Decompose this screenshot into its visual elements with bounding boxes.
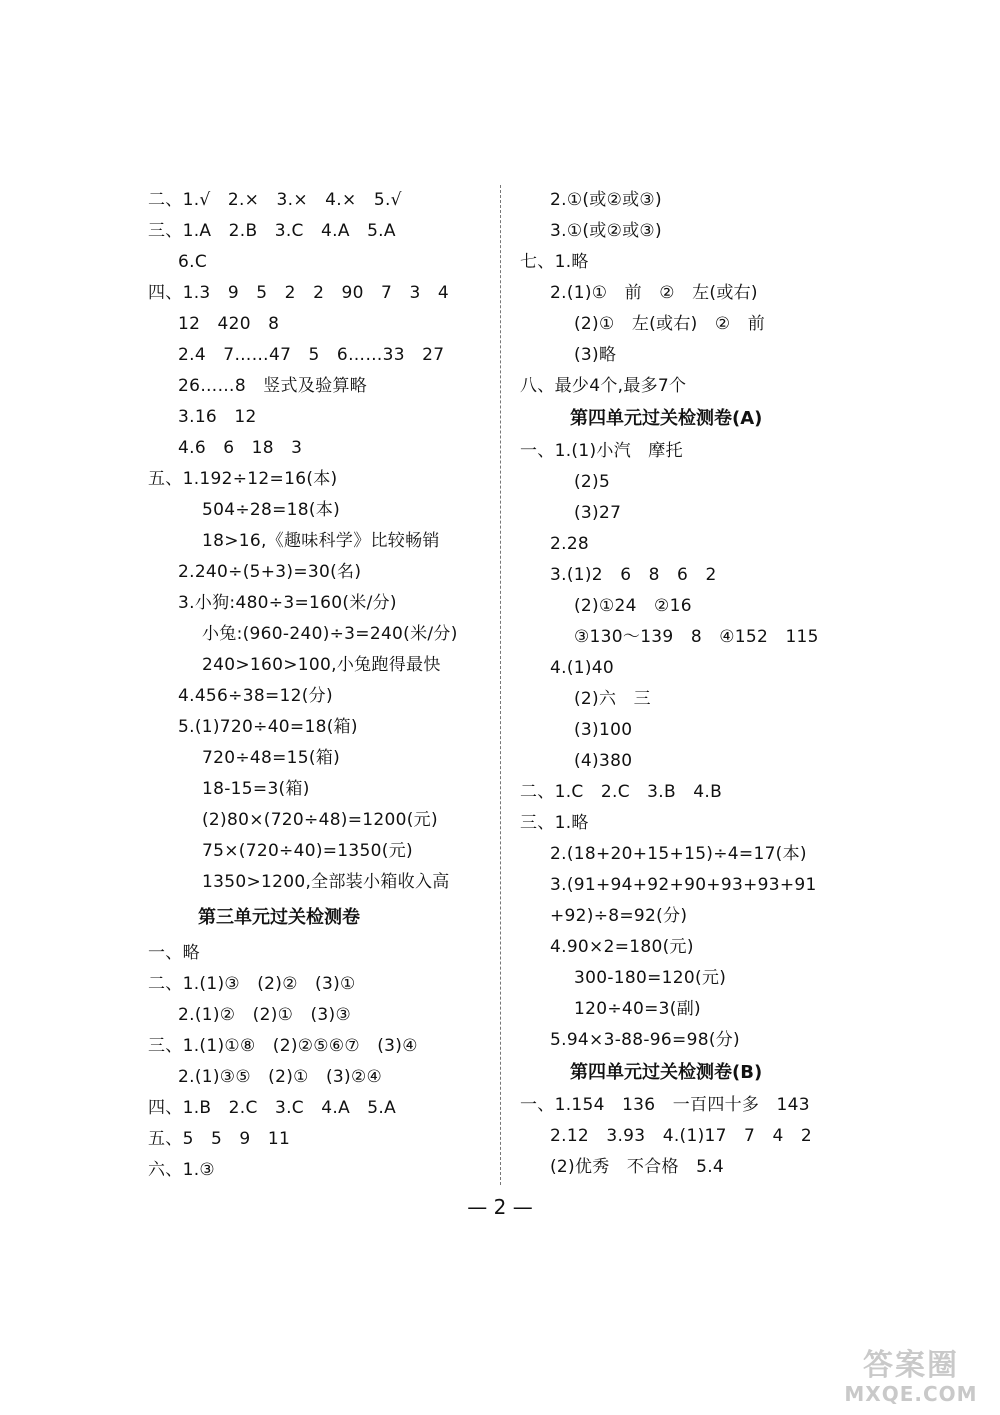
watermark-site: MXQE.COM — [844, 1382, 978, 1406]
answer-line: 26……8 竖式及验算略 — [178, 376, 368, 396]
answer-line: 四、1.3 9 5 2 2 90 7 3 4 — [148, 283, 449, 303]
answer-line: 三、1.略 — [520, 813, 589, 833]
answer-line: 小兔:(960-240)÷3=240(米/分) — [202, 624, 458, 644]
answer-line: (3)略 — [574, 345, 617, 365]
answer-line: 4.90×2=180(元) — [550, 937, 694, 957]
answer-line: (2)5 — [574, 472, 611, 492]
answer-line: 2.(1)③⑤ (2)① (3)②④ — [178, 1067, 383, 1087]
left-column — [148, 185, 488, 1186]
answer-line: 五、5 5 9 11 — [148, 1129, 291, 1149]
answer-line: 4.456÷38=12(分) — [178, 686, 333, 706]
answer-line: 二、1.(1)③ (2)② (3)① — [148, 974, 356, 994]
answer-line: 2.28 — [550, 534, 590, 554]
answer-line: 3.(1)2 6 8 6 2 — [550, 565, 717, 585]
answer-line: 3.小狗:480÷3=160(米/分) — [178, 593, 397, 613]
answer-line: 12 420 8 — [178, 314, 280, 334]
answer-line: (3)100 — [574, 720, 633, 740]
answer-line: 六、1.③ — [148, 1160, 215, 1180]
column-divider — [500, 185, 501, 1185]
answer-line: 2.12 3.93 4.(1)17 7 4 2 — [550, 1126, 812, 1146]
answer-line: 504÷28=18(本) — [202, 500, 341, 520]
answer-line: 4.6 6 18 3 — [178, 438, 303, 458]
page-number: — 2 — — [467, 1195, 533, 1219]
answer-line: (3)27 — [574, 503, 622, 523]
answer-line: (4)380 — [574, 751, 633, 771]
answer-line: (2)优秀 不合格 5.4 — [550, 1157, 725, 1177]
answer-line: 八、最少4个,最多7个 — [520, 376, 687, 396]
answer-line: 75×(720÷40)=1350(元) — [202, 841, 413, 861]
answer-line: 240>160>100,小兔跑得最快 — [202, 655, 441, 675]
answer-line: 2.(18+20+15+15)÷4=17(本) — [550, 844, 807, 864]
answer-line: 一、1.(1)小汽 摩托 — [520, 441, 683, 461]
answer-line: ③130～139 8 ④152 115 — [574, 627, 819, 647]
answer-line: 三、1.(1)①⑧ (2)②⑤⑥⑦ (3)④ — [148, 1036, 418, 1056]
answer-line: 二、1.√ 2.× 3.× 4.× 5.√ — [148, 190, 402, 210]
answer-line: 2.4 7……47 5 6……33 27 — [178, 345, 445, 365]
answer-line: (2)六 三 — [574, 689, 651, 709]
answer-line: 5.(1)720÷40=18(箱) — [178, 717, 358, 737]
answer-line: 三、1.A 2.B 3.C 4.A 5.A — [148, 221, 396, 241]
answer-line: (2)① 左(或右) ② 前 — [574, 314, 766, 334]
section-heading: 第四单元过关检测卷(B) — [570, 1062, 763, 1083]
answer-line: 4.(1)40 — [550, 658, 615, 678]
answer-line: 五、1.192÷12=16(本) — [148, 469, 338, 489]
answer-line: 300-180=120(元) — [574, 968, 727, 988]
answer-line: +92)÷8=92(分) — [550, 906, 688, 926]
answer-line: 18-15=3(箱) — [202, 779, 310, 799]
answer-line: 18>16,《趣味科学》比较畅销 — [202, 531, 440, 551]
answer-line: 2.240÷(5+3)=30(名) — [178, 562, 362, 582]
answer-line: 3.(91+94+92+90+93+93+91 — [550, 875, 817, 895]
answer-line: 1350>1200,全部装小箱收入高 — [202, 872, 450, 892]
answer-line: 一、略 — [148, 943, 200, 963]
answer-line: 四、1.B 2.C 3.C 4.A 5.A — [148, 1098, 397, 1118]
answer-line: (2)①24 ②16 — [574, 596, 692, 616]
section-heading: 第三单元过关检测卷 — [198, 907, 360, 928]
answer-line: 一、1.154 136 一百四十多 143 — [520, 1095, 810, 1115]
section-heading: 第四单元过关检测卷(A) — [570, 408, 763, 429]
answer-line: 3.①(或②或③) — [550, 221, 662, 241]
answer-line: 2.(1)② (2)① (3)③ — [178, 1005, 351, 1025]
answer-line: 2.①(或②或③) — [550, 190, 662, 210]
answer-line: 2.(1)① 前 ② 左(或右) — [550, 283, 758, 303]
answer-line: (2)80×(720÷48)=1200(元) — [202, 810, 438, 830]
answer-line: 七、1.略 — [520, 252, 589, 272]
answer-line: 5.94×3-88-96=98(分) — [550, 1030, 740, 1050]
answer-line: 二、1.C 2.C 3.B 4.B — [520, 782, 723, 802]
watermark-logo: 答案圈 — [863, 1348, 959, 1383]
right-column — [520, 185, 860, 1183]
answer-line: 120÷40=3(副) — [574, 999, 701, 1019]
watermark — [836, 1349, 986, 1405]
answer-line: 3.16 12 — [178, 407, 257, 427]
answer-line: 720÷48=15(箱) — [202, 748, 341, 768]
answer-line: 6.C — [178, 252, 207, 272]
